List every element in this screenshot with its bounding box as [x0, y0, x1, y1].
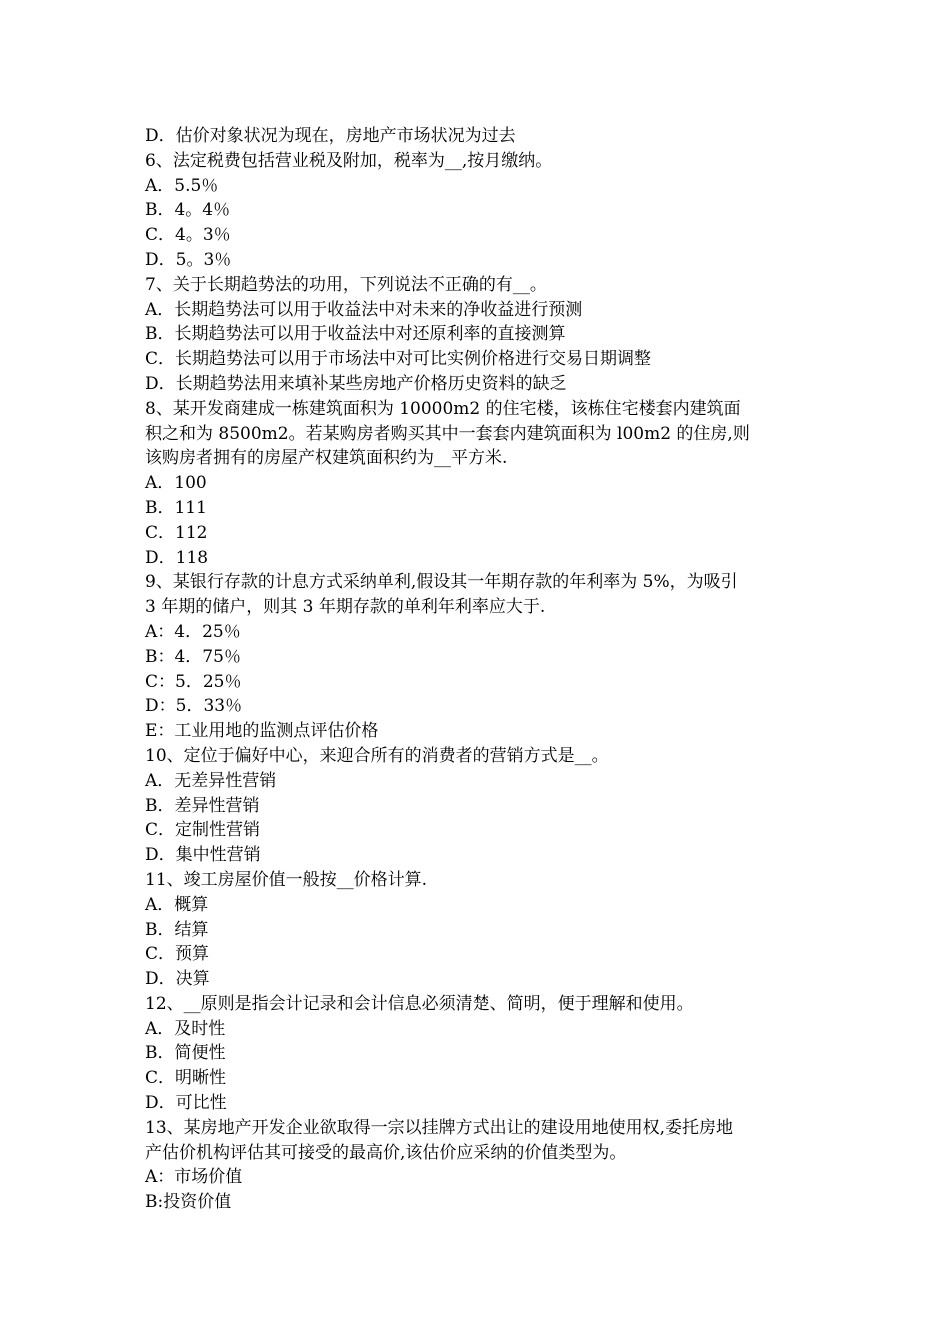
question-6-line: 6、法定税费包括营业税及附加，税率为__,按月缴纳。: [145, 150, 553, 171]
option-a-line: A．无差异性营销: [145, 770, 277, 791]
option-d-line: D：5．33％: [145, 696, 243, 717]
option-d-line: D．可比性: [145, 1093, 227, 1114]
option-d-line: D．118: [145, 547, 209, 568]
option-b-line: B．111: [145, 497, 207, 518]
question-10-line: 10、定位于偏好中心，来迎合所有的消费者的营销方式是__。: [145, 745, 609, 766]
option-d-line: D．长期趋势法用来填补某些房地产价格历史资料的缺乏: [145, 373, 567, 394]
question-7-line: 7、关于长期趋势法的功用，下列说法不正确的有__。: [145, 274, 547, 295]
option-a-line: A：4．25％: [145, 621, 241, 642]
question-8-line: 积之和为 8500m2。若某购房者购买其中一套套内建筑面积为 l00m2 的住房,则: [145, 423, 750, 444]
document-page: [145, 124, 810, 1215]
option-c-line: C．4。3％: [145, 225, 231, 246]
question-9-line: 9、某银行存款的计息方式采纳单利,假设其一年期存款的年利率为 5%，为吸引: [145, 572, 738, 593]
option-a-line: A．5.5％: [145, 175, 219, 196]
option-c-line: C：5．25％: [145, 671, 242, 692]
question-12-line: 12、__原则是指会计记录和会计信息必须清楚、简明，便于理解和使用。: [145, 993, 694, 1014]
question-8-line: 该购房者拥有的房屋产权建筑面积约为__平方米.: [145, 448, 508, 469]
option-e-line: E：工业用地的监测点评估价格: [145, 721, 379, 742]
option-d-line: D．估价对象状况为现在，房地产市场状况为过去: [145, 126, 516, 146]
question-13-line: 13、某房地产开发企业欲取得一宗以挂牌方式出让的建设用地使用权,委托房地: [145, 1117, 734, 1138]
option-b-line: B：4．75％: [145, 646, 241, 667]
option-a-line: A．长期趋势法可以用于收益法中对未来的净收益进行预测: [145, 299, 583, 320]
option-c-line: C．明晰性: [145, 1068, 227, 1089]
option-b-line: B．4。4％: [145, 200, 231, 221]
question-11-line: 11、竣工房屋价值一般按__价格计算.: [145, 869, 428, 890]
option-d-line: D．5。3％: [145, 249, 232, 270]
option-d-line: D．集中性营销: [145, 845, 261, 866]
question-8-line: 8、某开发商建成一栋建筑面积为 10000m2 的住宅楼，该栋住宅楼套内建筑面: [145, 398, 741, 419]
option-c-line: C．预算: [145, 944, 210, 965]
option-c-line: C．112: [145, 522, 208, 543]
question-9-line: 3 年期的储户，则其 3 年期存款的单利年利率应大于.: [145, 597, 546, 618]
option-b-line: B．结算: [145, 919, 209, 940]
option-b-line: B．简便性: [145, 1043, 226, 1064]
option-b-line: B:投资价值: [145, 1192, 232, 1213]
option-b-line: B．差异性营销: [145, 795, 260, 816]
option-a-line: A．100: [145, 473, 207, 494]
option-a-line: A．及时性: [145, 1018, 226, 1039]
option-a-line: A．概算: [145, 894, 209, 915]
option-c-line: C．定制性营销: [145, 820, 261, 841]
option-a-line: A：市场价值: [145, 1167, 243, 1188]
option-d-line: D．决算: [145, 969, 210, 990]
question-13-line: 产估价机构评估其可接受的最高价,该估价应采纳的价值类型为。: [145, 1142, 627, 1163]
option-c-line: C．长期趋势法可以用于市场法中对可比实例价格进行交易日期调整: [145, 349, 652, 370]
option-b-line: B．长期趋势法可以用于收益法中对还原利率的直接测算: [145, 324, 566, 345]
